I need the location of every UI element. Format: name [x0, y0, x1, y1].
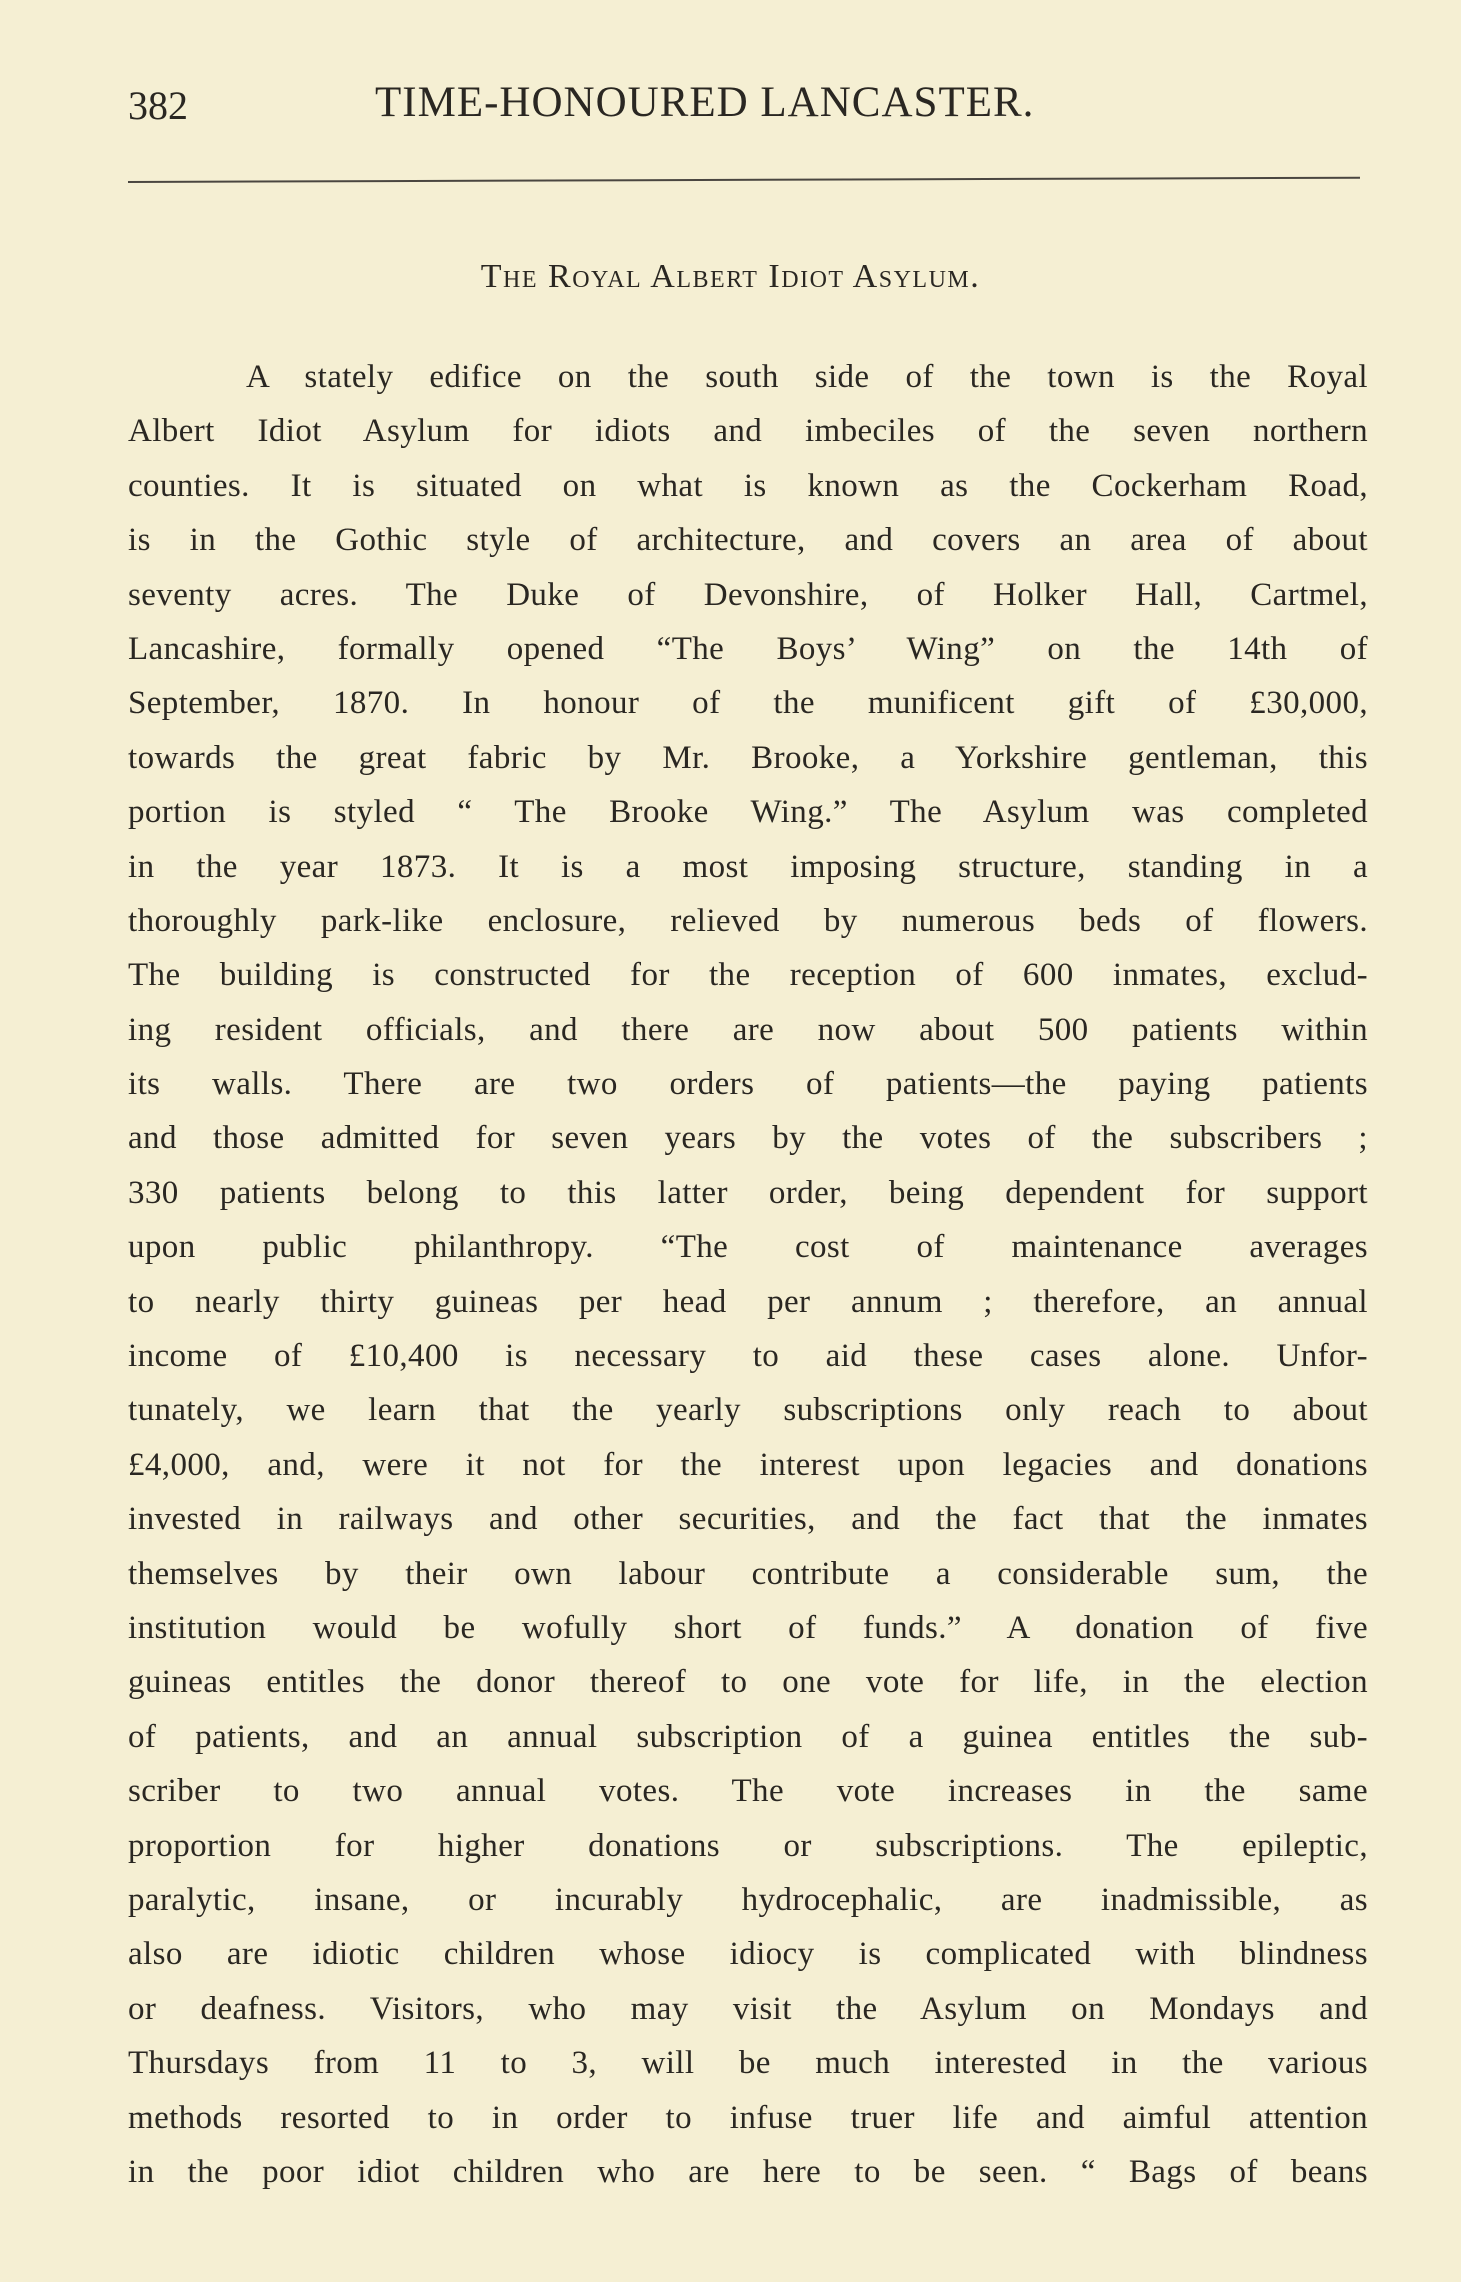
page-number: 382 [128, 83, 188, 128]
text-line: upon public philanthropy. “The cost of maintenance averages [128, 1229, 1368, 1266]
text-line: also are idiotic children whose idiocy is complicated with blindness [128, 1936, 1368, 1973]
text-line: invested in railways and other securities, and the fact that the inmates [128, 1501, 1368, 1538]
text-line: towards the great fabric by Mr. Brooke, a Yorkshire gentleman, this [128, 739, 1368, 776]
text-line: 330 patients belong to this latter order, being dependent for support [128, 1174, 1368, 1211]
text-line: income of £10,400 is necessary to aid these cases alone. Unfor- [128, 1338, 1368, 1375]
text-line: and those admitted for seven years by the votes of the subscribers ; [128, 1120, 1368, 1157]
text-line: paralytic, insane, or incurably hydrocephalic, are inadmissible, as [128, 1881, 1368, 1918]
text-line: portion is styled “ The Brooke Wing.” The Asylum was completed [128, 794, 1368, 831]
text-line: counties. It is situated on what is known as the Cockerham Road, [128, 467, 1368, 504]
text-line: in the year 1873. It is a most imposing structure, standing in a [128, 848, 1368, 885]
text-line: September, 1870. In honour of the munificent gift of £30,000, [128, 685, 1368, 722]
text-line: ing resident officials, and there are now about 500 patients within [128, 1011, 1368, 1048]
text-line: scriber to two annual votes. The vote increases in the same [128, 1773, 1368, 1810]
text-line: in the poor idiot children who are here to be seen. “ Bags of beans [128, 2153, 1368, 2190]
text-line: £4,000, and, were it not for the interest upon legacies and donations [128, 1446, 1368, 1483]
text-line: is in the Gothic style of architecture, and covers an area of about [128, 522, 1368, 559]
text-line: Albert Idiot Asylum for idiots and imbeciles of the seven northern [128, 413, 1368, 450]
text-line: to nearly thirty guineas per head per annum ; therefore, an annual [128, 1283, 1368, 1320]
text-line: tunately, we learn that the yearly subscriptions only reach to about [128, 1392, 1368, 1429]
text-line: guineas entitles the donor thereof to one vote for life, in the election [128, 1664, 1368, 1701]
header-rule [128, 177, 1360, 183]
text-line: methods resorted to in order to infuse truer life and aimful attention [128, 2099, 1368, 2136]
text-line: or deafness. Visitors, who may visit the Asylum on Mondays and [128, 1990, 1368, 2027]
text-line: seventy acres. The Duke of Devonshire, of Holker Hall, Cartmel, [128, 576, 1368, 613]
text-line: of patients, and an annual subscription of a guinea entitles the sub- [128, 1718, 1368, 1755]
text-line: The building is constructed for the reception of 600 inmates, exclud- [128, 957, 1368, 994]
section-title: The Royal Albert Idiot Asylum. [480, 258, 981, 295]
body-text [128, 350, 1368, 2199]
text-line: thoroughly park-like enclosure, relieved by numerous beds of flowers. [128, 902, 1368, 939]
text-line: its walls. There are two orders of patients—the paying patients [128, 1066, 1368, 1103]
running-title: TIME-HONOURED LANCASTER. [375, 79, 1035, 126]
text-line: Lancashire, formally opened “The Boys’ Wing” on the 14th of [128, 630, 1368, 667]
text-line: A stately edifice on the south side of the town is the Royal [246, 359, 1368, 395]
text-line: themselves by their own labour contribute a considerable sum, the [128, 1555, 1368, 1592]
text-line: Thursdays from 11 to 3, will be much interested in the various [128, 2045, 1368, 2082]
text-line: proportion for higher donations or subscriptions. The epileptic, [128, 1827, 1368, 1864]
text-line: institution would be wofully short of funds.” A donation of five [128, 1609, 1368, 1646]
